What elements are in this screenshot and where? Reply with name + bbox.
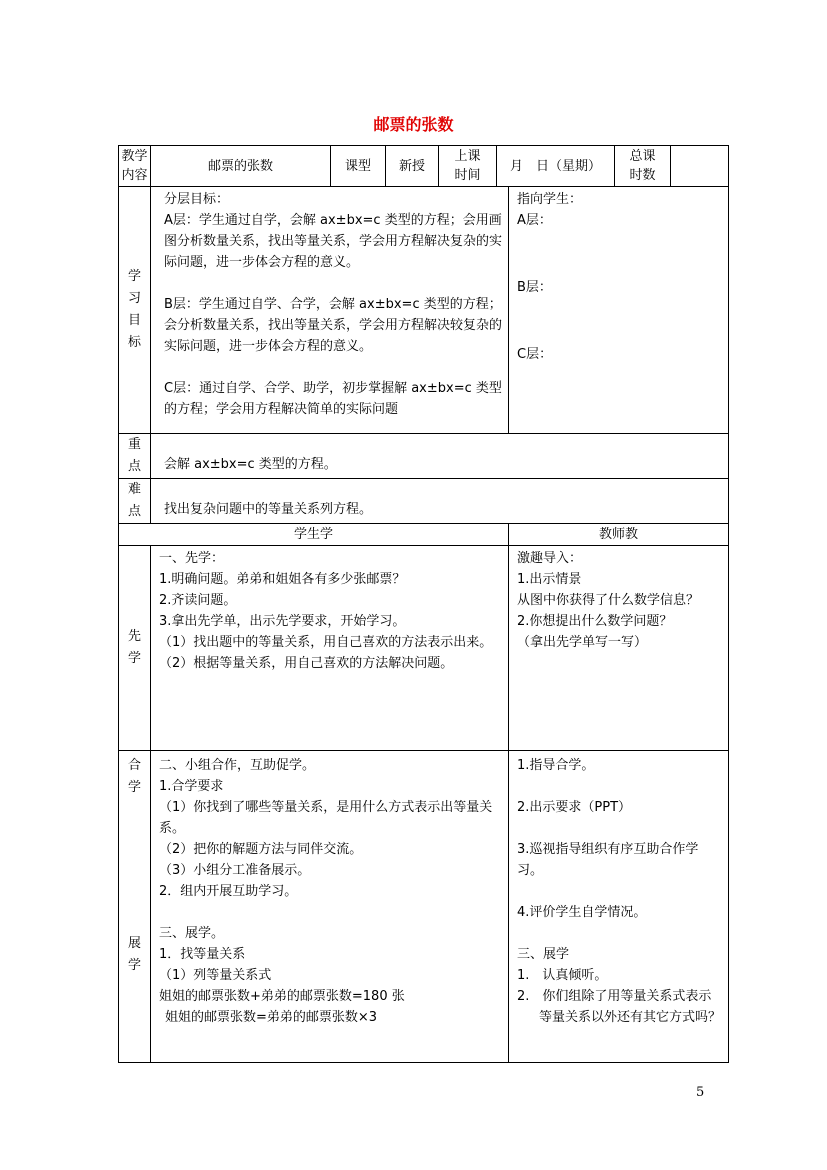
- hexue-teacher-line: 2.出示要求（PPT）: [517, 800, 632, 815]
- hexue-teacher-line: 1. 认真倾听。: [517, 968, 608, 983]
- lesson-plan-table: [118, 145, 729, 1063]
- hexue-teacher: [509, 751, 729, 1063]
- column-header-row: [119, 524, 729, 546]
- column-teacher: 教师教: [509, 524, 729, 546]
- lesson-type: 新授: [386, 146, 439, 187]
- guide-a: A层：: [517, 213, 552, 228]
- hexue-student-line: （1）你找到了哪些等量关系，是用什么方式表示出等量关系。: [159, 800, 493, 836]
- xianxue-student: [151, 546, 509, 751]
- xianxue-student-line: 2.齐读问题。: [159, 593, 237, 608]
- column-student: 学生学: [119, 524, 509, 546]
- label-type: 课型: [331, 146, 386, 187]
- xianxue-teacher-line: 从图中你获得了什么数学信息？: [517, 593, 700, 608]
- key-text: 会解 ax±bx=c 类型的方程。: [151, 434, 729, 479]
- lesson-content: 邮票的张数: [151, 146, 331, 187]
- xianxue-student-line: （2）根据等量关系，用自己喜欢的方法解决问题。: [159, 656, 454, 671]
- label-difficulty: 难点: [119, 479, 151, 524]
- hexue-student-line: 三、展学。: [159, 926, 225, 941]
- difficulty-row: [119, 479, 729, 524]
- label-hexue-cell: [119, 751, 151, 1063]
- goals-row: [119, 187, 729, 434]
- goal-c: C层：通过自学、合学、助学，初步掌握解 ax±bx=c 类型的方程；学会用方程解决简单的实际问题: [164, 381, 502, 417]
- label-zhanxue: 展学: [127, 936, 141, 973]
- guide-b: B层：: [517, 280, 552, 295]
- xianxue-teacher-line: 2.你想提出什么数学问题？: [517, 614, 673, 629]
- difficulty-text: 找出复杂问题中的等量关系列方程。: [151, 479, 729, 524]
- hexue-student-line: 1．找等量关系: [159, 947, 246, 962]
- xianxue-student-line: 一、先学：: [159, 551, 225, 566]
- hexue-student: [151, 751, 509, 1063]
- xianxue-teacher-line: 1.出示情景: [517, 572, 582, 587]
- label-goals: 学习目标: [119, 187, 151, 434]
- hexue-student-line: 二、小组合作，互助促学。: [159, 758, 316, 773]
- hexue-student-line: （2）把你的解题方法与同伴交流。: [159, 842, 363, 857]
- hexue-teacher-line: 三、展学: [517, 947, 570, 962]
- page-title: 邮票的张数: [373, 115, 454, 134]
- guide-title: 指向学生：: [517, 192, 583, 207]
- guide-text: [509, 187, 729, 434]
- guide-c: C层：: [517, 347, 553, 362]
- xianxue-teacher-line: 激趣导入：: [517, 551, 583, 566]
- hexue-student-line: 姐姐的邮票张数+弟弟的邮票张数=180 张: [159, 989, 405, 1004]
- hexue-student-line: 2．组内开展互助学习。: [159, 884, 298, 899]
- xianxue-student-line: 1.明确问题。弟弟和姐姐各有多少张邮票？: [159, 572, 406, 587]
- key-row: [119, 434, 729, 479]
- xianxue-teacher-line: （拿出先学单写一写）: [517, 635, 648, 650]
- label-total: 总课时数: [615, 146, 671, 187]
- goal-a: A层：学生通过自学，会解 ax±bx=c 类型的方程；会用画图分析数量关系，找出等量关系，学会用方程解决复杂的实际问题，进一步体会方程的意义。: [164, 213, 503, 270]
- hexue-teacher-line: 3.巡视指导组织有序互助合作学习。: [517, 842, 699, 878]
- label-time: 上课时间: [439, 146, 497, 187]
- xianxue-student-line: （1）找出题中的等量关系，用自己喜欢的方法表示出来。: [159, 635, 493, 650]
- time-value: 月 日（星期）: [497, 146, 615, 187]
- page-number: 5: [696, 1085, 705, 1100]
- xianxue-student-line: 3.拿出先学单，出示先学要求，开始学习。: [159, 614, 406, 629]
- label-content: 教学内容: [119, 146, 151, 187]
- hexue-student-line: 1.合学要求: [159, 779, 224, 794]
- label-xianxue: 先学: [119, 546, 151, 751]
- hexue-row: [119, 751, 729, 1063]
- goals-title: 分层目标：: [164, 192, 230, 207]
- xianxue-teacher: [509, 546, 729, 751]
- hexue-teacher-line: 1.指导合学。: [517, 758, 595, 773]
- hexue-student-line: 姐姐的邮票张数=弟弟的邮票张数×3: [165, 1010, 378, 1025]
- total-value: [671, 146, 729, 187]
- header-row: [119, 146, 729, 187]
- label-key: 重点: [119, 434, 151, 479]
- goal-b: B层：学生通过自学、合学，会解 ax±bx=c 类型的方程；会分析数量关系，找出等量关系，学会用方程解决较复杂的实际问题，进一步体会方程的意义。: [164, 297, 503, 354]
- hexue-student-line: （1）列等量关系式: [159, 968, 272, 983]
- hexue-student-line: （3）小组分工准备展示。: [159, 863, 311, 878]
- xianxue-row: [119, 546, 729, 751]
- hexue-teacher-line: 2. 你们组除了用等量关系式表示等量关系以外还有其它方式吗？: [517, 989, 722, 1025]
- hexue-teacher-line: 4.评价学生自学情况。: [517, 905, 647, 920]
- label-hexue: 合学: [127, 758, 141, 795]
- goals-text: [151, 187, 509, 434]
